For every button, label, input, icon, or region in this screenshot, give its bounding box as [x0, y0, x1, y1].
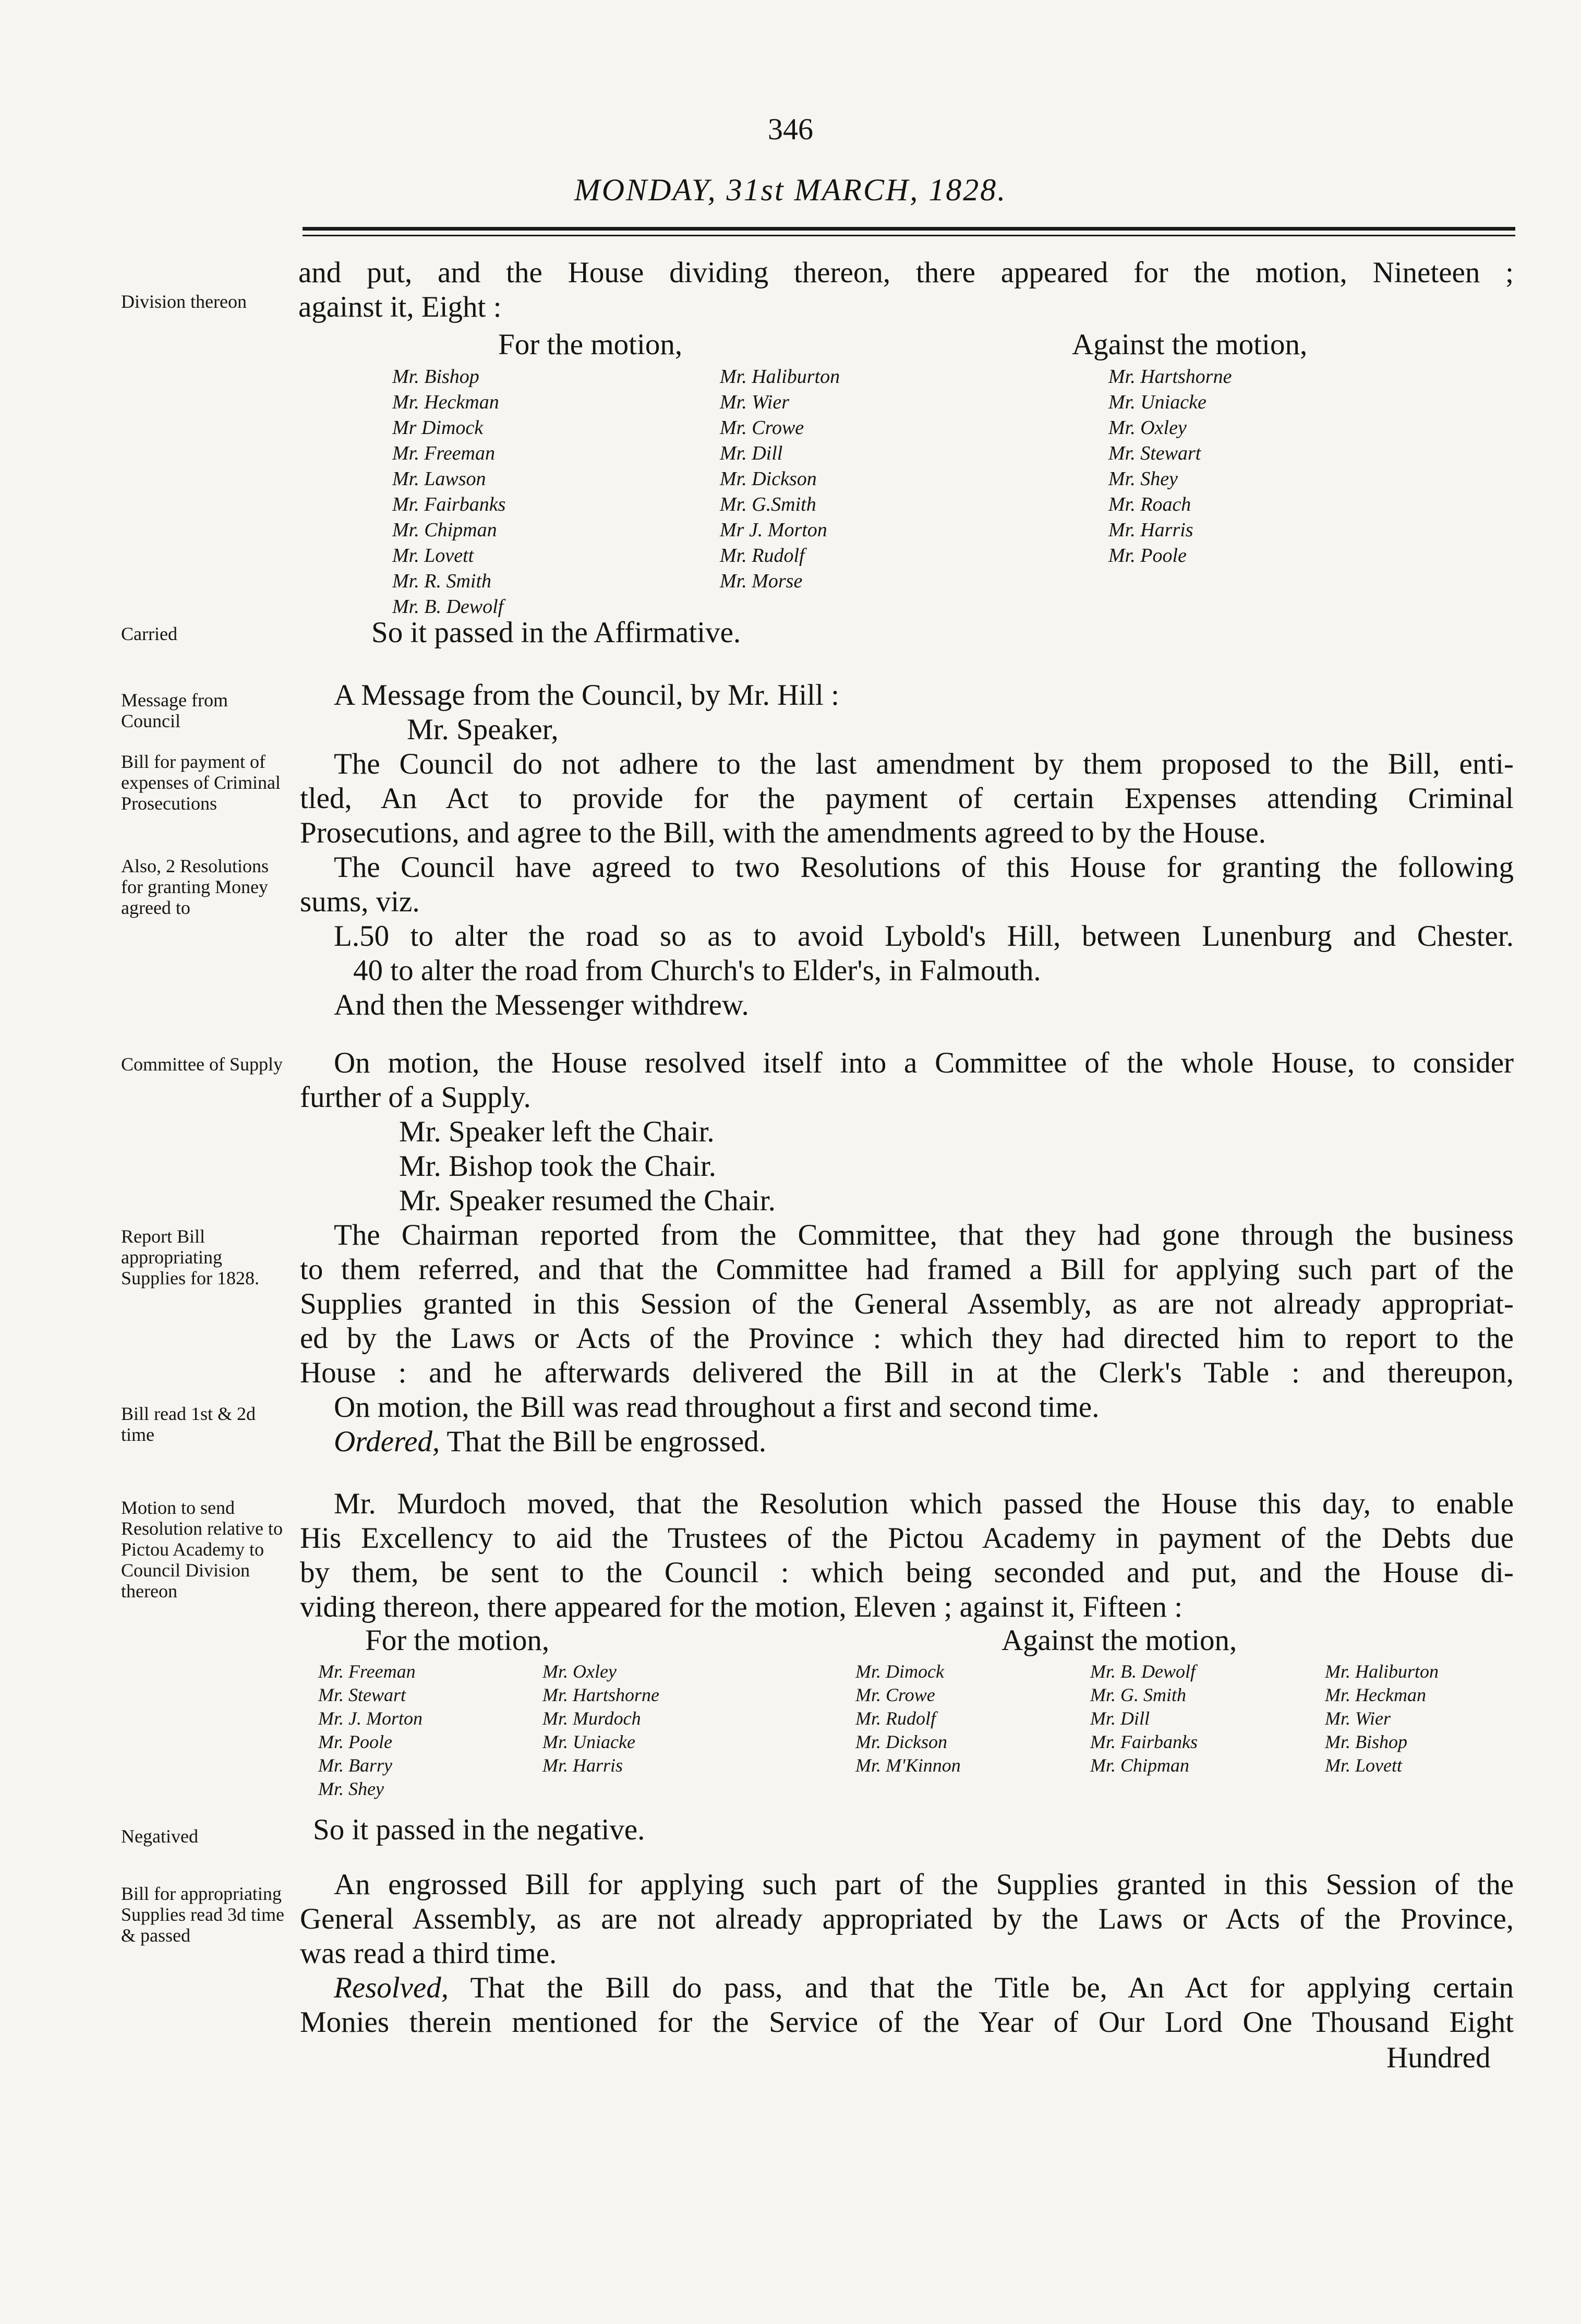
member-name: Mr. Haliburton — [1325, 1661, 1439, 1682]
member-name: Mr. Hartshorne — [542, 1684, 660, 1705]
member-name: Mr. Chipman — [1090, 1755, 1190, 1776]
against-names-col-2b — [1090, 1660, 1198, 1777]
member-name: Mr. R. Smith — [392, 570, 491, 592]
bill-read-line: On motion, the Bill was read throughout a first and second time. — [334, 1391, 1100, 1424]
member-name: Mr. Harris — [542, 1755, 623, 1776]
member-name: Mr. Oxley — [1108, 417, 1187, 439]
division-result: So it passed in the Affirmative. — [371, 616, 741, 649]
sum-line: 40 to alter the road from Church's to Elder's, in Falmouth. — [353, 954, 1041, 987]
member-name: Mr. Rudolf — [855, 1708, 936, 1729]
margin-note-bill-expenses: Bill for payment of expenses of Criminal Prosecutions — [121, 751, 281, 814]
member-name: Mr. Crowe — [855, 1684, 935, 1705]
for-motion-heading: For the motion, — [498, 328, 683, 361]
member-name: Mr J. Morton — [720, 519, 827, 541]
header-rule-thick — [303, 227, 1515, 231]
murdoch-line: His Excellency to aid the Trustees of the Pictou Academy in payment of the Debts due — [300, 1522, 1514, 1555]
member-name: Mr. Poole — [318, 1731, 392, 1752]
margin-note-committee: Committee of Supply — [121, 1054, 283, 1075]
message-line: Prosecutions, and agree to the Bill, with the amendments agreed to by the House. — [300, 816, 1266, 849]
member-name: Mr. Heckman — [392, 391, 499, 413]
report-line: The Chairman reported from the Committee, that they had gone through the business — [334, 1219, 1514, 1251]
member-name: Mr. Wier — [720, 391, 789, 413]
against-motion-heading-2: Against the motion, — [1001, 1624, 1237, 1657]
message-line: The Council have agreed to two Resolutions of this House for granting the following — [334, 851, 1514, 884]
for-names-col-2b — [542, 1660, 659, 1777]
header-rule-thin — [303, 235, 1515, 236]
division-text-line: and put, and the House dividing thereon, there appeared for the motion, Nineteen ; — [298, 256, 1514, 289]
member-name: Mr. Fairbanks — [392, 493, 506, 515]
for-names-col-2 — [720, 364, 840, 594]
message-line: sums, viz. — [300, 885, 420, 918]
member-name: Mr. Shey — [318, 1778, 384, 1799]
member-name: Mr. Dimock — [855, 1661, 944, 1682]
member-name: Mr. G. Smith — [1090, 1684, 1187, 1705]
report-line: House : and he afterwards delivered the Bill in at the Clerk's Table : and thereupon, — [300, 1356, 1514, 1389]
resolved-label: Resolved, — [334, 1971, 449, 2004]
member-name: Mr. Poole — [1108, 545, 1187, 567]
ordered-text: That the Bill be engrossed. — [440, 1425, 766, 1458]
member-name: Mr. Lawson — [392, 468, 486, 490]
bishop-took: Mr. Bishop took the Chair. — [399, 1150, 717, 1183]
member-name: Mr. Hartshorne — [1108, 366, 1232, 388]
report-line: to them referred, and that the Committee had framed a Bill for applying such part of the — [300, 1253, 1514, 1286]
message-salutation: Mr. Speaker, — [407, 713, 559, 746]
engrossed-line: was read a third time. — [300, 1937, 557, 1970]
committee-line: further of a Supply. — [300, 1081, 531, 1114]
report-line: ed by the Laws or Acts of the Province : which they had directed him to report to the — [300, 1322, 1514, 1355]
against-names-col-3b — [1325, 1660, 1439, 1777]
margin-note-carried: Carried — [121, 623, 177, 644]
resolved-line: Monies therein mentioned for the Service of the Year of Our Lord One Thousand Eight — [300, 2006, 1514, 2039]
for-names-col-1 — [392, 364, 505, 620]
member-name: Mr. G.Smith — [720, 493, 816, 515]
against-names-col — [1108, 364, 1232, 569]
member-name: Mr. Dill — [1090, 1708, 1150, 1729]
member-name: Mr. Fairbanks — [1090, 1731, 1198, 1752]
member-name: Mr. Uniacke — [542, 1731, 635, 1752]
member-name: Mr. Crowe — [720, 417, 804, 439]
member-name: Mr. Murdoch — [542, 1708, 641, 1729]
committee-line: On motion, the House resolved itself into a Committee of the whole House, to consider — [334, 1046, 1514, 1079]
margin-note-division: Division thereon — [121, 291, 247, 312]
division-text-line: against it, Eight : — [298, 291, 502, 323]
ordered-line — [334, 1425, 766, 1459]
member-name: Mr. Freeman — [392, 442, 495, 464]
message-intro: A Message from the Council, by Mr. Hill : — [334, 679, 839, 712]
date-header: MONDAY, 31st MARCH, 1828. — [574, 173, 1007, 207]
member-name: Mr. Stewart — [1108, 442, 1201, 464]
member-name: Mr. Dickson — [720, 468, 817, 490]
member-name: Mr. Haliburton — [720, 366, 840, 388]
message-withdrew: And then the Messenger withdrew. — [334, 989, 749, 1021]
engrossed-line: An engrossed Bill for applying such part of the Supplies granted in this Session of the — [334, 1868, 1514, 1901]
member-name: Mr. Wier — [1325, 1708, 1391, 1729]
member-name: Mr. Chipman — [392, 519, 497, 541]
member-name: Mr. M'Kinnon — [855, 1755, 961, 1776]
member-name: Mr. Harris — [1108, 519, 1193, 541]
member-name: Mr. Bishop — [392, 366, 479, 388]
member-name: Mr. Freeman — [318, 1661, 416, 1682]
engrossed-line: General Assembly, as are not already appropriated by the Laws or Acts of the Province, — [300, 1902, 1514, 1935]
member-name: Mr. Heckman — [1325, 1684, 1426, 1705]
member-name: Mr. Morse — [720, 570, 803, 592]
member-name: Mr. Oxley — [542, 1661, 617, 1682]
for-names-col-1b — [318, 1660, 423, 1801]
member-name: Mr. B. Dewolf — [1090, 1661, 1196, 1682]
member-name: Mr. Uniacke — [1108, 391, 1206, 413]
against-motion-heading: Against the motion, — [1072, 328, 1308, 361]
member-name: Mr. Barry — [318, 1755, 392, 1776]
member-name: Mr. Roach — [1108, 493, 1191, 515]
margin-note-motion-send: Motion to send Resolution relative to Pictou Academy to Council Division thereon — [121, 1497, 283, 1601]
speaker-left: Mr. Speaker left the Chair. — [399, 1115, 715, 1148]
report-line: Supplies granted in this Session of the General Assembly, as are not already appropriat- — [300, 1287, 1514, 1320]
margin-note-negatived: Negatived — [121, 1826, 198, 1847]
resolved-line — [334, 1971, 1514, 2005]
member-name: Mr. Dickson — [855, 1731, 947, 1752]
murdoch-result: So it passed in the negative. — [313, 1813, 645, 1846]
margin-note-report: Report Bill appropriating Supplies for 1828. — [121, 1226, 259, 1289]
member-name: Mr. Stewart — [318, 1684, 406, 1705]
member-name: Mr. J. Morton — [318, 1708, 423, 1729]
member-name: Mr Dimock — [392, 417, 484, 439]
resolved-text: That the Bill do pass, and that the Title be, An Act for applying certain — [448, 1971, 1514, 2004]
murdoch-line: by them, be sent to the Council : which being seconded and put, and the House di- — [300, 1556, 1514, 1589]
margin-note-resolutions: Also, 2 Resolutions for granting Money agreed to — [121, 856, 269, 918]
member-name: Mr. Lovett — [1325, 1755, 1402, 1776]
message-line: The Council do not adhere to the last amendment by them proposed to the Bill, enti- — [334, 748, 1514, 780]
for-motion-heading-2: For the motion, — [365, 1624, 550, 1657]
member-name: Mr. Lovett — [392, 545, 474, 567]
member-name: Mr. Dill — [720, 442, 783, 464]
murdoch-line: viding thereon, there appeared for the motion, Eleven ; against it, Fifteen : — [300, 1591, 1183, 1623]
margin-note-bill-read: Bill read 1st & 2d time — [121, 1403, 256, 1445]
murdoch-line: Mr. Murdoch moved, that the Resolution which passed the House this day, to enable — [334, 1487, 1514, 1520]
page-number: 346 — [768, 112, 813, 146]
speaker-resumed: Mr. Speaker resumed the Chair. — [399, 1184, 776, 1217]
margin-note-message: Message from Council — [121, 690, 228, 731]
sum-line: L.50 to alter the road so as to avoid Lybold's Hill, between Lunenburg and Chester. — [334, 920, 1514, 953]
margin-note-bill-third: Bill for appropriating Supplies read 3d time & passed — [121, 1883, 284, 1946]
member-name: Mr. Rudolf — [720, 545, 805, 567]
member-name: Mr. Bishop — [1325, 1731, 1408, 1752]
against-names-col-1b — [855, 1660, 961, 1777]
member-name: Mr. Shey — [1108, 468, 1178, 490]
member-name: Mr. B. Dewolf — [392, 596, 504, 618]
message-line: tled, An Act to provide for the payment of certain Expenses attending Criminal — [300, 782, 1514, 815]
ordered-label: Ordered, — [334, 1425, 440, 1458]
catchword: Hundred — [1386, 2041, 1491, 2074]
